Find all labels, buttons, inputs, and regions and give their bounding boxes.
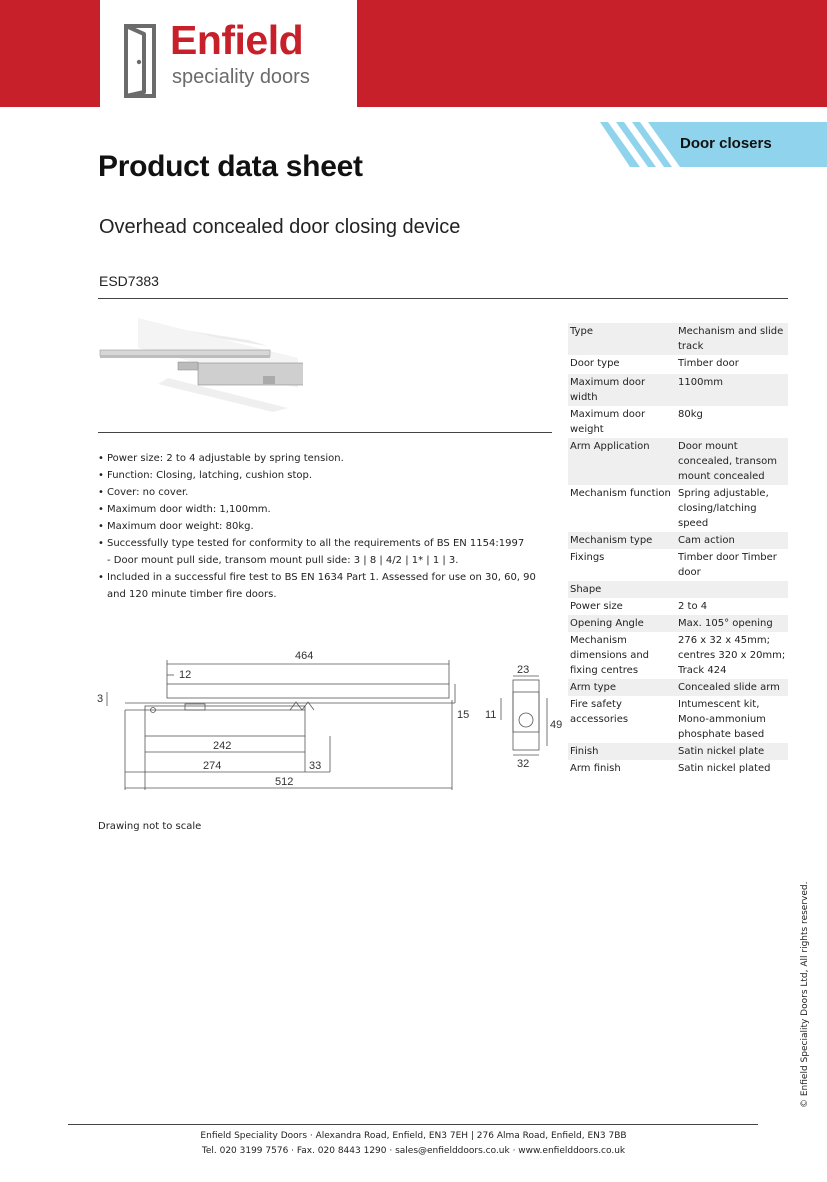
dim-label: 32 [517,758,530,770]
spec-row [568,532,788,549]
brand-name: Enfield [170,17,304,63]
header-band-right [357,0,827,107]
spec-value: Timber door Timber door [678,552,777,578]
dim-label: 23 [517,664,530,676]
spec-value: Mechanism and slide track [676,323,788,355]
divider [98,298,788,299]
spec-value: Timber door [678,358,739,369]
dim-label: 15 [457,709,470,721]
divider [98,432,552,433]
spec-value: Cam action [676,532,788,549]
spec-value: Spring adjustable, closing/latching speed [678,488,769,529]
spec-row [568,374,788,406]
list-item: • Maximum door width: 1,100mm. [98,501,558,518]
spec-table [568,323,788,777]
list-item: - Door mount pull side, transom mount pull side: 3 | 8 | 4/2 | 1* | 1 | 3. [107,555,459,566]
spec-value: Intumescent kit, Mono-ammonium phosphate based [678,699,766,740]
spec-value: Concealed slide arm [676,679,788,696]
spec-row [568,438,788,485]
spec-row [568,743,788,760]
spec-value: Max. 105° opening [676,615,788,632]
dim-label: 512 [275,776,294,788]
copyright-notice: © Enfield Speciality Doors Ltd, All rights reserved. [800,881,810,1108]
spec-label: Opening Angle [568,615,676,632]
spec-row [568,696,788,743]
technical-drawing [95,640,565,800]
spec-value: Door mount concealed, transom mount concealed [676,438,788,485]
category-label: Door closers [680,135,772,152]
spec-label: Arm finish [570,763,621,774]
spec-label: Door type [570,358,620,369]
footer-divider [68,1124,758,1125]
dim-label: 49 [550,719,563,731]
spec-row [568,485,788,532]
dim-label: 33 [309,760,322,772]
header-band-left [0,0,100,107]
page-title: Product data sheet [98,150,363,183]
spec-label: Mechanism dimensions and fixing centres [570,635,650,676]
spec-row [568,355,788,372]
list-item: • Included in a successful fire test to BS EN 1634 Part 1. Assessed for use on 30, 60, 90 [98,569,558,586]
dim-label: 11 [485,709,497,721]
spec-label: Power size [570,601,623,612]
spec-row [568,760,788,777]
spec-label: Maximum door width [568,374,676,406]
spec-row [568,598,788,615]
list-item: • Cover: no cover. [98,484,558,501]
spec-value: 2 to 4 [678,601,708,612]
spec-label: Fire safety accessories [570,699,629,725]
product-code: ESD7383 [99,273,159,289]
page-subtitle: Overhead concealed door closing device [99,216,461,238]
dim-label: 12 [179,669,192,681]
list-item: • Function: Closing, latching, cushion stop. [98,467,558,484]
door-icon [122,22,162,100]
spec-row [568,323,788,355]
dim-label: 274 [203,760,222,772]
list-item: • Successfully type tested for conformity to all the requirements of BS EN 1154:1997 [98,535,558,552]
drawing-note: Drawing not to scale [98,821,202,832]
list-item: • Power size: 2 to 4 adjustable by spring tension. [98,450,558,467]
spec-label: Shape [568,581,676,598]
spec-row [568,679,788,696]
spec-value [676,581,788,598]
spec-label: Arm Application [568,438,676,485]
dim-label: 242 [213,740,232,752]
spec-row [568,549,788,581]
spec-label: Finish [568,743,676,760]
spec-row [568,581,788,598]
spec-row [568,406,788,438]
spec-label: Fixings [570,552,605,563]
spec-label: Type [568,323,676,355]
spec-label: Arm type [568,679,676,696]
spec-row [568,615,788,632]
spec-label: Mechanism function [570,488,671,499]
list-item: and 120 minute timber fire doors. [107,589,277,600]
brand-tagline: speciality doors [172,66,310,88]
spec-row [568,632,788,679]
dim-label: 3 [97,693,104,705]
footer-contact: Tel. 020 3199 7576 · Fax. 020 8443 1290 · sales@enfielddoors.co.uk · www.enfielddoors.co.uk [201,1146,626,1156]
spec-value: 276 x 32 x 45mm; centres 320 x 20mm; Track 424 [678,635,786,676]
spec-label: Maximum door weight [570,409,646,435]
spec-value: Satin nickel plate [676,743,788,760]
spec-value: Satin nickel plated [678,763,771,774]
spec-label: Mechanism type [568,532,676,549]
spec-value: 1100mm [676,374,788,406]
feature-list [98,450,558,603]
spec-value: 80kg [678,409,703,420]
footer-address: Enfield Speciality Doors · Alexandra Road, Enfield, EN3 7EH | 276 Alma Road, Enfield, EN3 7BB [200,1131,627,1141]
list-item: • Maximum door weight: 80kg. [98,518,558,535]
product-photo [98,318,303,416]
dim-label: 464 [295,650,314,662]
